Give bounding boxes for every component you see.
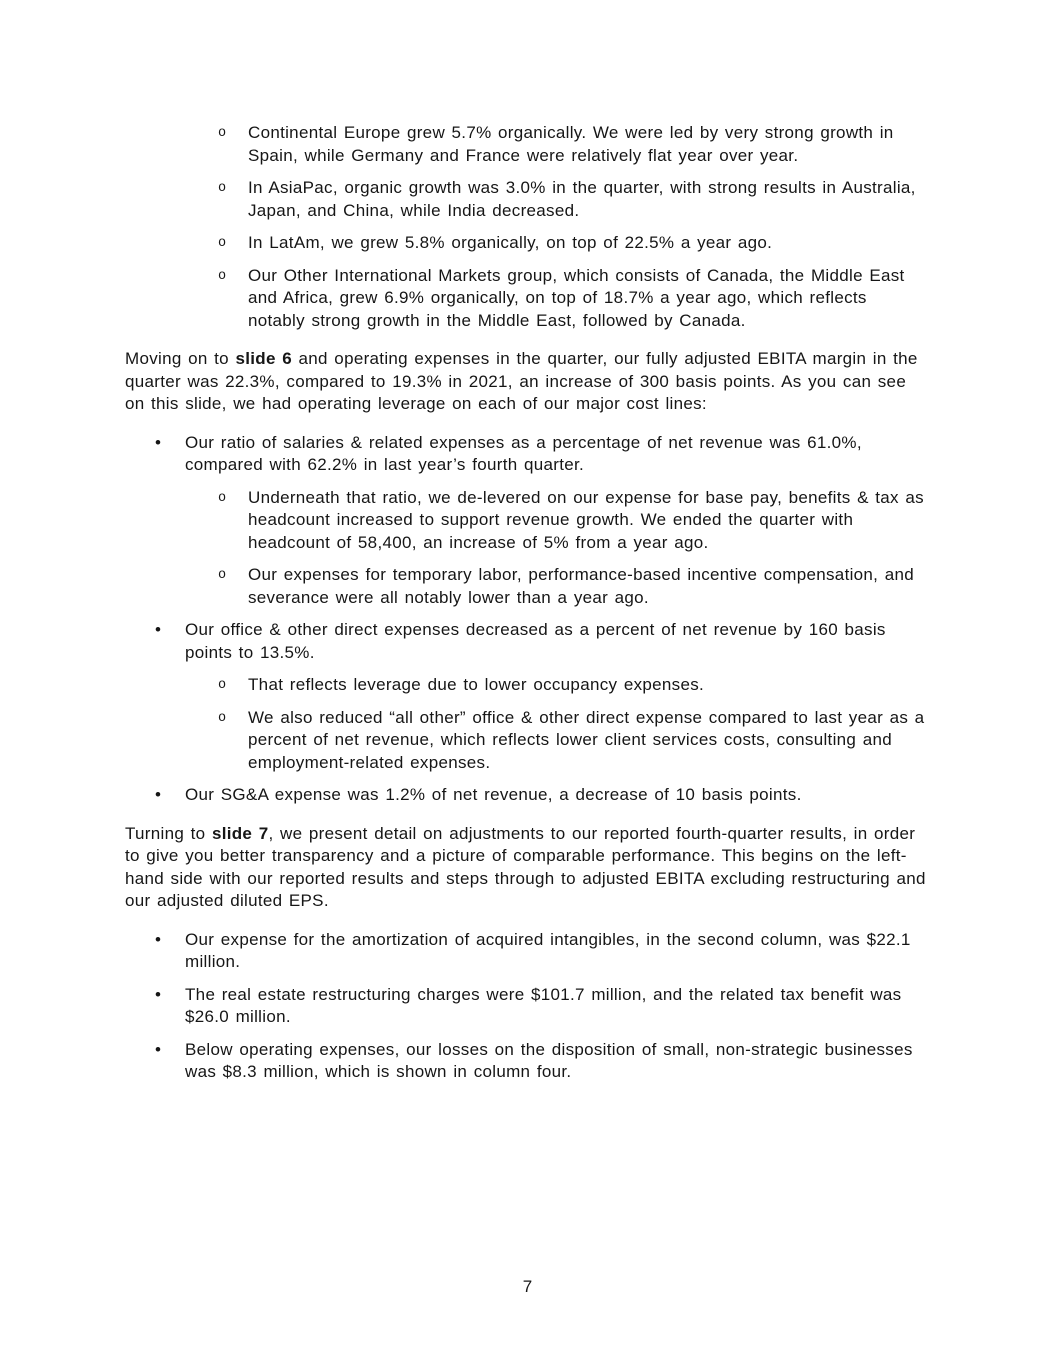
disc-bullet-marker: • [155,620,162,639]
list-item-text: Continental Europe grew 5.7% organically. We were led by very strong growth in Spain, while Germany and France were relatively flat year over year. [248,123,894,165]
list-item-text: Underneath that ratio, we de-levered on our expense for base pay, benefits & tax as headcount increased to support revenue growth. We ended the quarter with headcount of 58,400, an increase of 5% from a year ago. [248,487,924,552]
circle-bullet-marker: o [218,568,227,583]
list-item-text: Our SG&A expense was 1.2% of net revenue, a decrease of 10 basis points. [185,785,802,804]
slide-reference: slide 7 [211,823,269,843]
disc-bullet-marker: • [155,984,162,1004]
circle-bullet-marker: o [218,710,227,726]
list-item [125,265,927,333]
paragraph-text: Moving on to [125,349,236,368]
slide-reference: slide 6 [235,349,292,368]
paragraph-slide7 [125,823,927,913]
list-item-text: The real estate restructuring charges were $101.7 million, and the related tax benefit was $26.0 million. [185,984,902,1026]
list-item [125,674,927,697]
list-item [125,707,927,775]
paragraph-slide6 [125,348,927,416]
list-item-text: Our ratio of salaries & related expenses as a percentage of net revenue was 61.0%, compared with 62.2% in last year’s fourth quarter. [185,432,862,474]
paragraph-text: , we present detail on adjustments to our reported fourth-quarter results, in order to give you better transparency and a picture of comparable performance. This begins on the left-hand side with our reported results and steps through to adjusted EBITA excluding restructuring and our adjusted diluted EPS. [125,823,926,910]
list-item [125,232,927,255]
list-item-text: Our office & other direct expenses decreased as a percent of net revenue by 160 basis points to 13.5%. [185,620,886,662]
list-item [125,122,927,167]
page-number: 7 [522,1277,533,1296]
circle-bullet-marker: o [218,181,227,196]
regional-growth-sublist [125,122,927,332]
list-item-text: Our expense for the amortization of acquired intangibles, in the second column, was $22.1 million. [185,929,911,971]
disc-bullet-marker: • [155,785,162,804]
list-item-text: Our Other International Markets group, which consists of Canada, the Middle East and Africa, grew 6.9% organically, on top of 18.7% a year ago, which reflects notably strong growth in the Middle East, followed by Canada. [248,265,905,330]
circle-bullet-marker: o [218,126,227,141]
list-item-text: In AsiaPac, organic growth was 3.0% in the quarter, with strong results in Australia, Japan, and China, while India decreased. [248,178,916,220]
adjustments-list [125,929,927,1084]
circle-bullet-marker: o [218,490,227,506]
list-item [125,784,927,807]
list-item [125,564,927,609]
list-item-text: That reflects leverage due to lower occupancy expenses. [248,675,705,694]
list-item [125,619,927,664]
disc-bullet-marker: • [155,929,162,949]
list-item-text: We also reduced “all other” office & other direct expense compared to last year as a percent of net revenue, which reflects lower client services costs, consulting and employment-related expenses. [248,707,925,772]
list-item [125,432,927,477]
list-item-text: Our expenses for temporary labor, performance-based incentive compensation, and severance were all notably lower than a year ago. [248,565,914,607]
paragraph-text: Turning to [125,823,212,843]
list-item-text: In LatAm, we grew 5.8% organically, on top of 22.5% a year ago. [248,233,773,252]
list-item [125,1039,927,1084]
list-item [125,487,927,555]
circle-bullet-marker: o [218,268,227,284]
disc-bullet-marker: • [155,1039,162,1059]
circle-bullet-marker: o [218,236,227,251]
disc-bullet-marker: • [155,432,162,452]
list-item-text: Below operating expenses, our losses on the disposition of small, non-strategic businesses was $8.3 million, which is shown in column four. [185,1039,913,1081]
list-item [125,177,927,222]
circle-bullet-marker: o [218,678,227,693]
operating-expenses-list [125,432,927,807]
paragraph-text: and operating expenses in the quarter, our fully adjusted EBITA margin in the quarter was 22.3%, compared to 19.3% in 2021, an increase of 300 basis points. As you can see on this slide, we had operating leverage on each of our major cost lines: [125,349,918,413]
list-item [125,929,927,974]
list-item [125,984,927,1029]
